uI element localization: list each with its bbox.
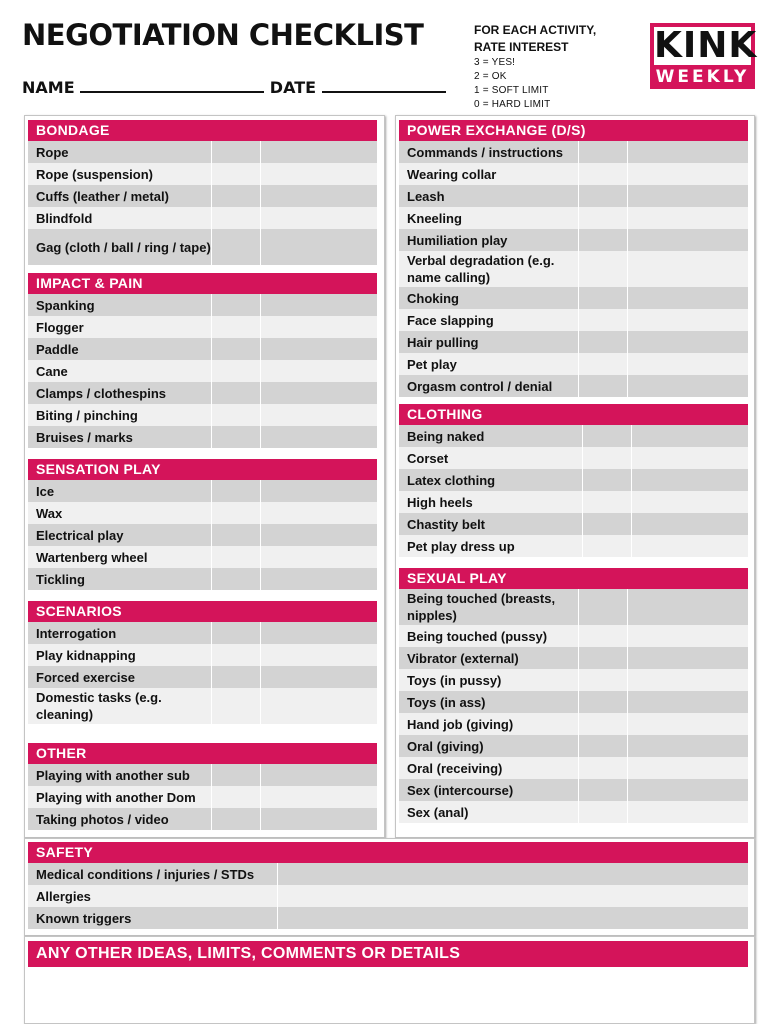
checklist-row	[28, 907, 748, 929]
rating-cell[interactable]	[260, 688, 377, 724]
checklist-row	[399, 331, 748, 353]
rating-cell[interactable]	[627, 251, 748, 287]
comments-header: ANY OTHER IDEAS, LIMITS, COMMENTS OR DETAILS	[28, 941, 748, 967]
rating-cell[interactable]	[211, 568, 260, 590]
rating-cell[interactable]	[627, 625, 748, 647]
rating-cell[interactable]	[260, 546, 377, 568]
rating-cell[interactable]	[211, 644, 260, 666]
checklist-row	[399, 229, 748, 251]
activity-label: Known triggers	[36, 910, 132, 926]
rating-cell[interactable]	[211, 294, 260, 316]
rating-cell[interactable]	[578, 801, 627, 823]
activity-label: Toys (in pussy)	[407, 672, 502, 688]
rating-cell[interactable]	[211, 786, 260, 808]
checklist-row	[399, 309, 748, 331]
activity-label: Blindfold	[36, 210, 93, 226]
rating-cell[interactable]	[260, 163, 377, 185]
section-safety	[28, 842, 748, 929]
checklist-row	[399, 353, 748, 375]
rating-cell[interactable]	[627, 287, 748, 309]
rating-cell[interactable]	[627, 647, 748, 669]
activity-label: Cuffs (leather / metal)	[36, 188, 169, 204]
activity-label: Forced exercise	[36, 669, 136, 685]
checklist-row	[28, 185, 377, 207]
logo-kink-text: KINK	[654, 25, 758, 66]
rating-cell[interactable]	[627, 735, 748, 757]
rating-cell[interactable]	[260, 764, 377, 786]
activity-label: Wearing collar	[407, 166, 497, 182]
rating-cell[interactable]	[631, 535, 748, 557]
activity-label: Allergies	[36, 888, 91, 904]
activity-label: Oral (giving)	[407, 738, 484, 754]
activity-label: Medical conditions / injuries / STDs	[36, 866, 255, 882]
rating-cell[interactable]	[578, 185, 627, 207]
section-impact-pain	[28, 273, 377, 448]
activity-label: Corset	[407, 450, 449, 466]
rating-cell[interactable]	[211, 163, 260, 185]
activity-label: Taking photos / video	[36, 811, 169, 827]
page-title: NEGOTIATION CHECKLIST	[22, 18, 424, 52]
checklist-row	[399, 287, 748, 309]
rating-cell[interactable]	[578, 287, 627, 309]
rating-cell[interactable]	[578, 375, 627, 397]
rating-cell[interactable]	[627, 779, 748, 801]
rating-cell[interactable]	[627, 309, 748, 331]
rating-cell[interactable]	[211, 546, 260, 568]
activity-label: Playing with another sub	[36, 767, 190, 783]
activity-label: Biting / pinching	[36, 407, 138, 423]
instructions-line-2: RATE INTEREST	[474, 40, 569, 54]
section-header: POWER EXCHANGE (D/S)	[399, 120, 748, 141]
rating-cell[interactable]	[578, 757, 627, 779]
rating-cell[interactable]	[211, 338, 260, 360]
rating-cell[interactable]	[627, 229, 748, 251]
rating-cell[interactable]	[578, 669, 627, 691]
checklist-row	[399, 779, 748, 801]
legend-item: 3 = YES!	[474, 57, 516, 68]
rating-cell[interactable]	[627, 375, 748, 397]
activity-label: Rope	[36, 144, 69, 160]
activity-label: High heels	[407, 494, 473, 510]
checklist-row	[28, 360, 377, 382]
rating-cell[interactable]	[631, 469, 748, 491]
activity-label: Face slapping	[407, 312, 494, 328]
rating-instructions	[474, 22, 644, 112]
section-header: SAFETY	[28, 842, 748, 863]
activity-label: Hair pulling	[407, 334, 479, 350]
section-sexual-play	[399, 568, 748, 823]
activity-label: Toys (in ass)	[407, 694, 486, 710]
rating-cell[interactable]	[211, 808, 260, 830]
section-header: CLOTHING	[399, 404, 748, 425]
rating-cell[interactable]	[211, 207, 260, 229]
rating-cell[interactable]	[211, 404, 260, 426]
rating-cell[interactable]	[578, 353, 627, 375]
activity-label: Being touched (breasts, nipples)	[407, 591, 556, 623]
rating-cell[interactable]	[627, 331, 748, 353]
activity-label: Domestic tasks (e.g. cleaning)	[36, 690, 162, 722]
checklist-row	[28, 294, 377, 316]
rating-cell[interactable]	[582, 513, 631, 535]
rating-cell[interactable]	[627, 691, 748, 713]
checklist-row	[28, 382, 377, 404]
checklist-row	[399, 535, 748, 557]
section-header: SEXUAL PLAY	[399, 568, 748, 589]
rating-cell[interactable]	[260, 502, 377, 524]
checklist-row	[28, 546, 377, 568]
checklist-row	[399, 801, 748, 823]
activity-label: Pet play dress up	[407, 538, 515, 554]
instructions-line-1: FOR EACH ACTIVITY,	[474, 23, 597, 37]
section-header: SCENARIOS	[28, 601, 377, 622]
rating-cell[interactable]	[211, 360, 260, 382]
rating-cell[interactable]	[582, 491, 631, 513]
rating-cell[interactable]	[578, 625, 627, 647]
rating-cell[interactable]	[582, 535, 631, 557]
rating-cell[interactable]	[260, 622, 377, 644]
rating-cell[interactable]	[211, 229, 260, 265]
section-comments	[28, 941, 748, 1021]
activity-label: Paddle	[36, 341, 79, 357]
activity-label: Hand job (giving)	[407, 716, 514, 732]
checklist-row	[399, 447, 748, 469]
activity-label: Verbal degradation (e.g. name calling)	[407, 253, 555, 285]
rating-cell[interactable]	[277, 885, 748, 907]
rating-cell[interactable]	[627, 163, 748, 185]
rating-cell[interactable]	[211, 426, 260, 448]
rating-cell[interactable]	[627, 185, 748, 207]
checklist-row	[399, 669, 748, 691]
activity-label: Being touched (pussy)	[407, 628, 548, 644]
rating-cell[interactable]	[211, 666, 260, 688]
rating-cell[interactable]	[627, 757, 748, 779]
checklist-row	[399, 207, 748, 229]
rating-cell[interactable]	[582, 469, 631, 491]
activity-label: Choking	[407, 290, 459, 306]
rating-cell[interactable]	[211, 764, 260, 786]
section-header: SENSATION PLAY	[28, 459, 377, 480]
activity-label: Humiliation play	[407, 232, 508, 248]
rating-cell[interactable]	[627, 669, 748, 691]
activity-label: Pet play	[407, 356, 457, 372]
name-date-fields	[22, 78, 446, 97]
section-bondage	[28, 120, 377, 265]
checklist-row	[28, 808, 377, 830]
kink-weekly-logo	[650, 23, 758, 89]
checklist-row	[399, 589, 748, 625]
checklist-row	[28, 163, 377, 185]
rating-cell[interactable]	[260, 480, 377, 502]
rating-cell[interactable]	[627, 353, 748, 375]
rating-cell[interactable]	[211, 502, 260, 524]
activity-label: Bruises / marks	[36, 429, 133, 445]
activity-label: Ice	[36, 483, 55, 499]
checklist-row	[28, 502, 377, 524]
checklist-row	[28, 316, 377, 338]
activity-label: Commands / instructions	[407, 144, 564, 160]
activity-label: Cane	[36, 363, 68, 379]
section-scenarios	[28, 601, 377, 724]
rating-cell[interactable]	[211, 480, 260, 502]
checklist-row	[28, 480, 377, 502]
rating-cell[interactable]	[277, 907, 748, 929]
rating-cell[interactable]	[260, 404, 377, 426]
activity-label: Leash	[407, 188, 445, 204]
section-other	[28, 743, 377, 830]
activity-label: Spanking	[36, 297, 95, 313]
legend-item: 0 = HARD LIMIT	[474, 99, 551, 110]
checklist-row	[28, 229, 377, 265]
rating-cell[interactable]	[578, 229, 627, 251]
section-sensation-play	[28, 459, 377, 590]
rating-cell[interactable]	[260, 229, 377, 265]
activity-label: Gag (cloth / ball / ring / tape)	[36, 239, 211, 255]
activity-label: Flogger	[36, 319, 84, 335]
activity-label: Rope (suspension)	[36, 166, 154, 182]
rating-cell[interactable]	[627, 589, 748, 625]
logo-weekly-text: WEEKLY	[655, 67, 750, 87]
rating-cell[interactable]	[631, 491, 748, 513]
rating-cell[interactable]	[578, 331, 627, 353]
rating-cell[interactable]	[211, 382, 260, 404]
rating-cell[interactable]	[578, 251, 627, 287]
rating-cell[interactable]	[260, 294, 377, 316]
rating-cell[interactable]	[277, 863, 748, 885]
activity-label: Vibrator (external)	[407, 650, 519, 666]
rating-cell[interactable]	[211, 524, 260, 546]
legend-item: 2 = OK	[474, 71, 507, 82]
rating-cell[interactable]	[578, 713, 627, 735]
checklist-row	[28, 622, 377, 644]
rating-cell[interactable]	[211, 185, 260, 207]
rating-cell[interactable]	[260, 426, 377, 448]
rating-cell[interactable]	[627, 207, 748, 229]
rating-cell[interactable]	[260, 786, 377, 808]
rating-cell[interactable]	[631, 425, 748, 447]
checklist-row	[399, 375, 748, 397]
checklist-row	[399, 469, 748, 491]
checklist-row	[399, 691, 748, 713]
activity-label: Sex (intercourse)	[407, 782, 514, 798]
rating-cell[interactable]	[260, 644, 377, 666]
section-header: IMPACT & PAIN	[28, 273, 377, 294]
rating-cell[interactable]	[260, 207, 377, 229]
rating-cell[interactable]	[578, 779, 627, 801]
activity-label: Latex clothing	[407, 472, 496, 488]
rating-cell[interactable]	[260, 316, 377, 338]
checklist-row	[28, 666, 377, 688]
rating-cell[interactable]	[578, 309, 627, 331]
rating-cell[interactable]	[578, 735, 627, 757]
activity-label: Kneeling	[407, 210, 462, 226]
rating-cell[interactable]	[631, 447, 748, 469]
checklist-row	[399, 185, 748, 207]
legend-item: 1 = SOFT LIMIT	[474, 85, 549, 96]
rating-cell[interactable]	[260, 666, 377, 688]
activity-label: Oral (receiving)	[407, 760, 503, 776]
checklist-row	[28, 426, 377, 448]
activity-label: Being naked	[407, 428, 485, 444]
checklist-row	[399, 163, 748, 185]
rating-cell[interactable]	[578, 141, 627, 163]
checklist-row	[399, 251, 748, 287]
checklist-row	[28, 688, 377, 724]
section-header: BONDAGE	[28, 120, 377, 141]
checklist-row	[28, 644, 377, 666]
rating-cell[interactable]	[582, 425, 631, 447]
checklist-row	[28, 568, 377, 590]
activity-label: Tickling	[36, 571, 85, 587]
rating-cell[interactable]	[631, 513, 748, 535]
rating-cell[interactable]	[260, 360, 377, 382]
activity-label: Wax	[36, 505, 63, 521]
checklist-row	[399, 425, 748, 447]
rating-cell[interactable]	[211, 688, 260, 724]
checklist-row	[28, 863, 748, 885]
checklist-row	[28, 338, 377, 360]
checklist-row	[399, 735, 748, 757]
activity-label: Playing with another Dom	[36, 789, 196, 805]
rating-cell[interactable]	[582, 447, 631, 469]
checklist-row	[28, 764, 377, 786]
name-field[interactable]	[80, 78, 264, 93]
activity-label: Chastity belt	[407, 516, 486, 532]
rating-cell[interactable]	[260, 185, 377, 207]
rating-cell[interactable]	[260, 141, 377, 163]
checklist-row	[399, 647, 748, 669]
activity-label: Play kidnapping	[36, 647, 136, 663]
checklist-row	[399, 141, 748, 163]
rating-cell[interactable]	[211, 316, 260, 338]
checklist-row	[28, 885, 748, 907]
activity-label: Clamps / clothespins	[36, 385, 167, 401]
activity-label: Electrical play	[36, 527, 124, 543]
name-label: NAME	[22, 78, 75, 97]
checklist-row	[28, 141, 377, 163]
rating-cell[interactable]	[211, 622, 260, 644]
rating-cell[interactable]	[627, 713, 748, 735]
rating-legend	[474, 56, 644, 112]
rating-cell[interactable]	[578, 589, 627, 625]
rating-cell[interactable]	[627, 141, 748, 163]
checklist-row	[399, 757, 748, 779]
date-label: DATE	[269, 78, 317, 97]
activity-label: Sex (anal)	[407, 804, 469, 820]
activity-label: Wartenberg wheel	[36, 549, 148, 565]
checklist-row	[28, 786, 377, 808]
section-clothing	[399, 404, 748, 557]
rating-cell[interactable]	[578, 163, 627, 185]
rating-cell[interactable]	[578, 647, 627, 669]
rating-cell[interactable]	[260, 382, 377, 404]
rating-cell[interactable]	[578, 691, 627, 713]
section-power-exchange	[399, 120, 748, 397]
activity-label: Orgasm control / denial	[407, 378, 553, 394]
date-field[interactable]	[322, 78, 446, 93]
checklist-row	[399, 713, 748, 735]
checklist-row	[28, 404, 377, 426]
rating-cell[interactable]	[260, 338, 377, 360]
rating-cell[interactable]	[260, 808, 377, 830]
section-header: OTHER	[28, 743, 377, 764]
rating-cell[interactable]	[211, 141, 260, 163]
rating-cell[interactable]	[578, 207, 627, 229]
comments-area[interactable]	[28, 967, 748, 1021]
checklist-row	[399, 513, 748, 535]
checklist-row	[399, 625, 748, 647]
checklist-row	[399, 491, 748, 513]
checklist-row	[28, 207, 377, 229]
rating-cell[interactable]	[260, 568, 377, 590]
rating-cell[interactable]	[260, 524, 377, 546]
rating-cell[interactable]	[627, 801, 748, 823]
activity-label: Interrogation	[36, 625, 117, 641]
checklist-row	[28, 524, 377, 546]
